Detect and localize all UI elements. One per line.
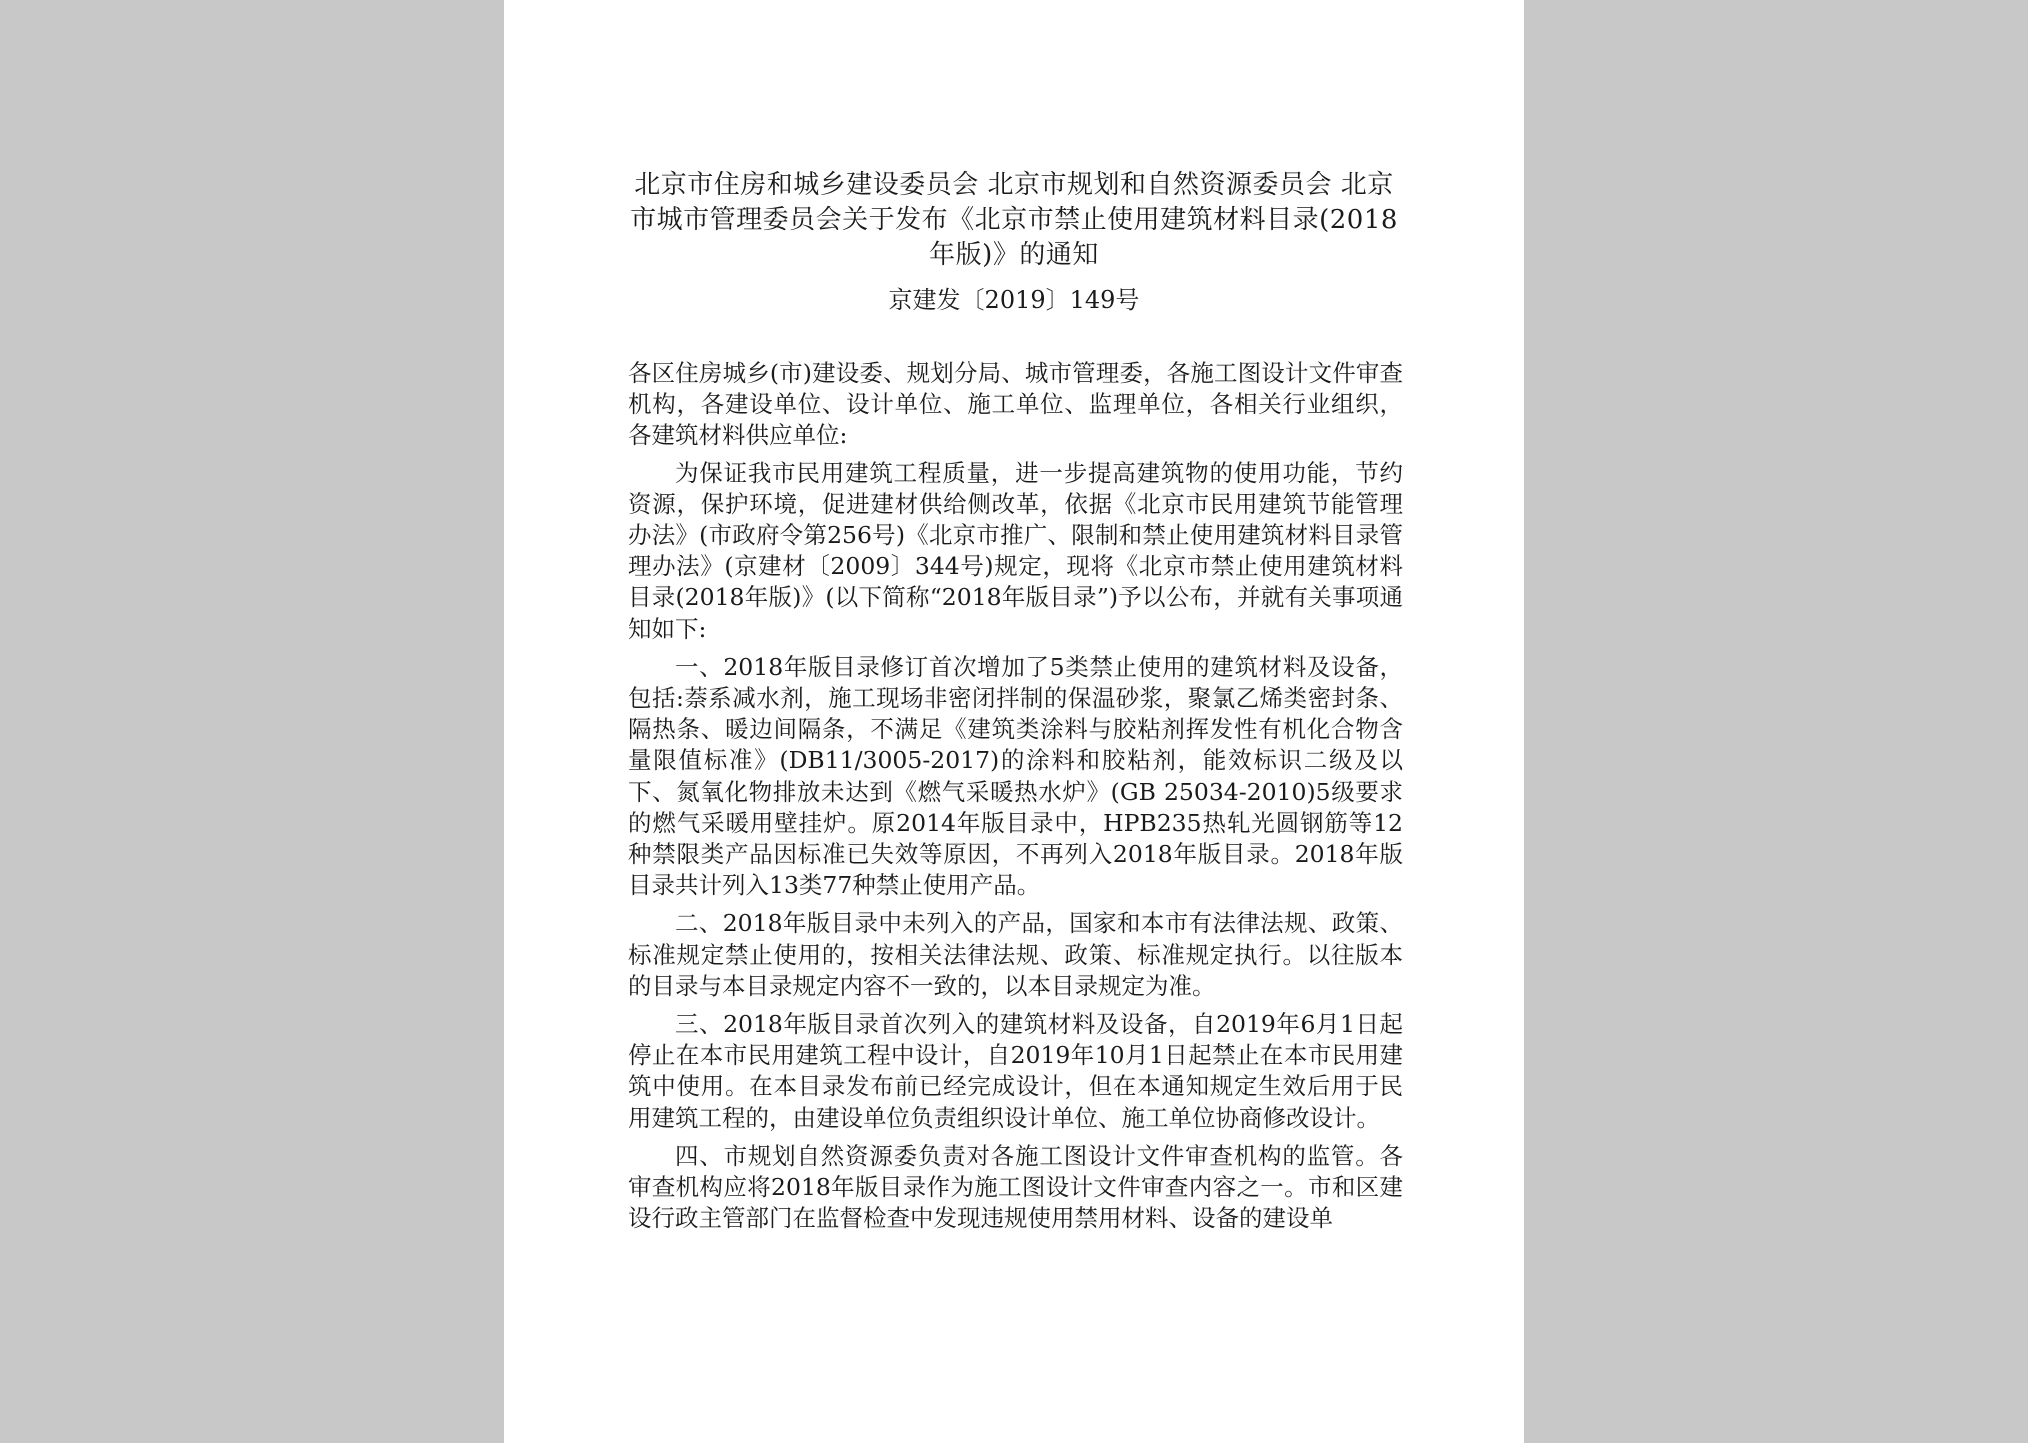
paragraph-intro: 为保证我市民用建筑工程质量，进一步提高建筑物的使用功能，节约资源，保护环境，促进建材供给侧改革，依据《北京市民用建筑节能管理办法》(市政府令第256号)《北京市推广、限制和禁止使用建筑材料目录管理办法》(京建材〔2009〕344号)规定，现将《北京市禁止使用建筑材料目录(2018年版)》(以下简称“2018年版目录”)予以公布，并就有关事项通知如下: — [628, 458, 1403, 643]
document-body — [628, 358, 1403, 1241]
document-title: 北京市住房和城乡建设委员会 北京市规划和自然资源委员会 北京市城市管理委员会关于发布《北京市禁止使用建筑材料目录(2018年版)》的通知 — [630, 170, 1398, 270]
paragraph-2: 二、2018年版目录中未列入的产品，国家和本市有法律法规、政策、标准规定禁止使用的，按相关法律法规、政策、标准规定执行。以往版本的目录与本目录规定内容不一致的，以本目录规定为准。 — [628, 909, 1403, 1000]
paragraph-4: 四、市规划自然资源委负责对各施工图设计文件审查机构的监管。各审查机构应将2018年版目录作为施工图设计文件审查内容之一。市和区建设行政主管部门在监督检查中发现违规使用禁用材料、设备的建设单 — [628, 1141, 1403, 1233]
document-page — [504, 0, 1524, 1443]
paragraph-1: 一、2018年版目录修订首次增加了5类禁止使用的建筑材料及设备，包括:萘系减水剂，施工现场非密闭拌制的保温砂浆，聚氯乙烯类密封条、隔热条、暖边间隔条，不满足《建筑类涂料与胶粘剂挥发性有机化合物含量限值标准》(DB11/3005-2017)的涂料和胶粘剂，能效标识二级及以下、氮氧化物排放未达到《燃气采暖热水炉》(GB 25034-2010)5级要求的燃气采暖用壁挂炉。原2014年版目录中，HPB235热轧光圆钢筋等12种禁限类产品因标准已失效等原因，不再列入2018年版目录。2018年版目录共计列入13类77种禁止使用产品。 — [628, 652, 1403, 900]
document-number: 京建发〔2019〕149号 — [888, 286, 1140, 314]
paragraph-3: 三、2018年版目录首次列入的建筑材料及设备，自2019年6月1日起停止在本市民用建筑工程中设计，自2019年10月1日起禁止在本市民用建筑中使用。在本目录发布前已经完成设计，但在本通知规定生效后用于民用建筑工程的，由建设单位负责组织设计单位、施工单位协商修改设计。 — [628, 1010, 1403, 1132]
addressee: 各区住房城乡(市)建设委、规划分局、城市管理委，各施工图设计文件审查机构，各建设单位、设计单位、施工单位、监理单位，各相关行业组织，各建筑材料供应单位: — [628, 359, 1403, 450]
